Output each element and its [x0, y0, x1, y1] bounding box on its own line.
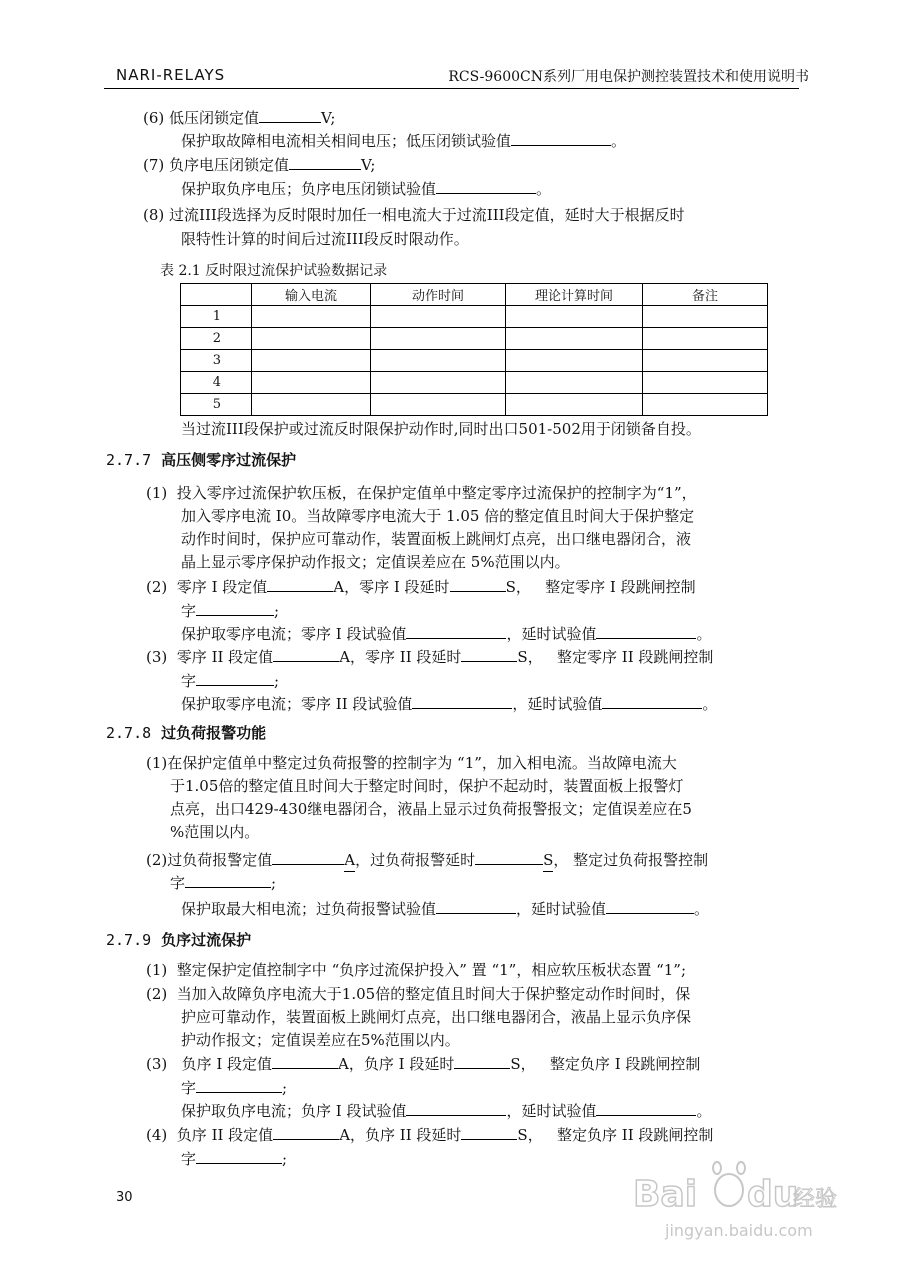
s277-item-1-line3: 动作时间时，保护应可靠动作，装置面板上跳闸灯点亮，出口继电器闭合，液	[181, 530, 692, 548]
s277-item-3-line2: 字 ;	[181, 672, 280, 690]
table-cell[interactable]	[252, 372, 371, 394]
blank-field	[475, 849, 543, 865]
watermark-text-du: du	[747, 1174, 799, 1215]
blank-field	[412, 693, 512, 709]
table-row	[181, 350, 768, 372]
blank-field	[273, 646, 339, 662]
baidu-jingyan-watermark	[629, 1160, 839, 1250]
blank-field	[272, 1053, 338, 1069]
table-cell[interactable]	[252, 350, 371, 372]
blank-field	[606, 898, 694, 914]
item-8-line2: 限特性计算的时间后过流III段反时限动作。	[181, 230, 469, 248]
table-cell[interactable]	[506, 328, 643, 350]
blank-field	[461, 646, 517, 662]
row-index: 1	[181, 306, 252, 328]
table-cell[interactable]	[371, 372, 506, 394]
table-row	[181, 328, 768, 350]
table-row	[181, 372, 768, 394]
s279-item-4-line2: 字 ;	[181, 1150, 288, 1168]
s279-item-3-line2: 字 ;	[181, 1079, 288, 1097]
row-index: 4	[181, 372, 252, 394]
row-index: 3	[181, 350, 252, 372]
blank-field	[450, 576, 506, 592]
blank-field	[196, 1148, 282, 1164]
table-header	[181, 284, 252, 306]
s277-item-2-line3: 保护取零序电流；零序 I 段试验值 ，延时试验值 。	[181, 625, 712, 643]
s279-item-2: (2) 当加入故障负序电流大于1.05倍的整定值且时间大于保护整定动作时间时，保	[146, 985, 691, 1003]
blank-field	[511, 130, 611, 146]
table-row	[181, 306, 768, 328]
table-row	[181, 394, 768, 416]
s278-item-1-line2: 于1.05倍的整定值且时间大于整定时间时，保护不起动时，装置面板上报警灯	[170, 777, 684, 795]
table-cell[interactable]	[371, 328, 506, 350]
table-note: 当过流III段保护或过流反时限保护动作时,同时出口501-502用于闭锁备自投。	[181, 420, 701, 438]
s279-item-3-line3: 保护取负序电流；负序 I 段试验值 ，延时试验值 。	[181, 1102, 712, 1120]
s278-item-2-line3: 保护取最大相电流；过负荷报警试验值 ，延时试验值 。	[181, 900, 710, 918]
s277-item-1-line2: 加入零序电流 I0。当故障零序电流大于 1.05 倍的整定值且时间大于保护整定	[181, 507, 695, 525]
table-header: 理论计算时间	[506, 284, 643, 306]
blank-field	[289, 154, 361, 170]
table-cell[interactable]	[371, 306, 506, 328]
paw-toe	[713, 1162, 721, 1174]
blank-field	[461, 1124, 517, 1140]
blank-field	[454, 1053, 510, 1069]
table-cell[interactable]	[506, 372, 643, 394]
table-cell[interactable]	[252, 328, 371, 350]
watermark-text-bai: Bai	[633, 1174, 698, 1215]
header-rule	[104, 88, 799, 89]
blank-field	[436, 898, 516, 914]
table-header: 动作时间	[371, 284, 506, 306]
s277-item-3-line3: 保护取零序电流；零序 II 段试验值 ，延时试验值 。	[181, 695, 718, 713]
page-number: 30	[116, 1190, 133, 1205]
s277-item-3: (3) 零序 II 段定值 A，零序 II 段延时 S， 整定零序 II 段跳闸控制	[146, 648, 714, 666]
blank-field	[596, 1100, 696, 1116]
paw-toe	[737, 1162, 745, 1174]
table-cell[interactable]	[643, 350, 768, 372]
blank-field	[602, 693, 702, 709]
s278-item-1-line4: %范围以内。	[170, 823, 260, 841]
row-index: 5	[181, 394, 252, 416]
paw-pad	[715, 1174, 743, 1206]
s277-item-2-line2: 字 ;	[181, 602, 280, 620]
s277-item-1: (1) 投入零序过流保护软压板，在保护定值单中整定零序过流保护的控制字为“1”，	[146, 484, 697, 502]
section-heading-2-7-7: 2.7.7 高压侧零序过流保护	[106, 451, 297, 469]
table-header: 输入电流	[252, 284, 371, 306]
table-cell[interactable]	[371, 394, 506, 416]
blank-field	[196, 670, 274, 686]
table-header-row	[181, 284, 768, 306]
table-header: 备注	[643, 284, 768, 306]
blank-field	[436, 178, 536, 194]
blank-field	[267, 576, 333, 592]
blank-field	[272, 849, 344, 865]
s278-item-2: (2)过负荷报警定值 A，过负荷报警延时 S， 整定过负荷报警控制	[146, 849, 708, 872]
brand-name: NARI-RELAYS	[116, 66, 226, 84]
test-record-table	[180, 283, 768, 416]
item-6-line2: 保护取故障相电流相关相间电压；低压闭锁试验值 。	[181, 132, 627, 150]
blank-field	[196, 1077, 282, 1093]
document-title: RCS-9600CN系列厂用电保护测控装置技术和使用说明书	[448, 69, 809, 85]
item-6: (6) 低压闭锁定值 V;	[143, 109, 336, 127]
table-cell[interactable]	[643, 306, 768, 328]
section-heading-2-7-8: 2.7.8 过负荷报警功能	[106, 724, 267, 742]
s277-item-1-line4: 晶上显示零序保护动作报文；定值误差应在 5%范围以内。	[181, 553, 570, 571]
s279-item-4: (4) 负序 II 段定值 A，负序 II 段延时 S， 整定负序 II 段跳闸控制	[146, 1126, 714, 1144]
table-cell[interactable]	[643, 328, 768, 350]
blank-field	[406, 623, 506, 639]
table-cell[interactable]	[252, 306, 371, 328]
blank-field	[273, 1124, 339, 1140]
blank-field	[259, 107, 321, 123]
row-index: 2	[181, 328, 252, 350]
s279-item-2-line3: 护动作报文；定值误差应在5%范围以内。	[181, 1031, 460, 1049]
item-8: (8) 过流III段选择为反时限时加任一相电流大于过流III段定值，延时大于根据反时	[143, 206, 685, 224]
table-cell[interactable]	[643, 372, 768, 394]
table-cell[interactable]	[252, 394, 371, 416]
table-cell[interactable]	[506, 306, 643, 328]
section-heading-2-7-9: 2.7.9 负序过流保护	[106, 931, 252, 949]
s279-item-1: (1) 整定保护定值控制字中 “负序过流保护投入” 置 “1”，相应软压板状态置 “1”;	[146, 961, 687, 979]
blank-field	[406, 1100, 506, 1116]
blank-field	[596, 623, 696, 639]
blank-field	[185, 872, 271, 888]
s279-item-3: (3) 负序 I 段定值 A，负序 I 段延时 S， 整定负序 I 段跳闸控制	[146, 1055, 701, 1073]
s278-item-1: (1)在保护定值单中整定过负荷报警的控制字为 “1”，加入相电流。当故障电流大	[146, 754, 677, 772]
item-7: (7) 负序电压闭锁定值 V;	[143, 156, 376, 174]
watermark-url: jingyan.baidu.com	[665, 1221, 813, 1240]
watermark-text-jingyan: 经验	[793, 1187, 838, 1212]
table-cell[interactable]	[506, 350, 643, 372]
table-caption: 表 2.1 反时限过流保护试验数据记录	[160, 263, 388, 279]
s278-item-2-line2: 字 ;	[170, 874, 277, 892]
item-7-line2: 保护取负序电压；负序电压闭锁试验值 。	[181, 180, 552, 198]
blank-field	[196, 600, 274, 616]
s279-item-2-line2: 护应可靠动作，装置面板上跳闸灯点亮，出口继电器闭合，液晶上显示负序保	[181, 1008, 692, 1026]
table-cell[interactable]	[506, 394, 643, 416]
table-cell[interactable]	[371, 350, 506, 372]
table-cell[interactable]	[643, 394, 768, 416]
s277-item-2: (2) 零序 I 段定值 A，零序 I 段延时 S， 整定零序 I 段跳闸控制	[146, 578, 696, 596]
s278-item-1-line3: 点亮，出口429-430继电器闭合，液晶上显示过负荷报警报文；定值误差应在5	[170, 800, 692, 818]
